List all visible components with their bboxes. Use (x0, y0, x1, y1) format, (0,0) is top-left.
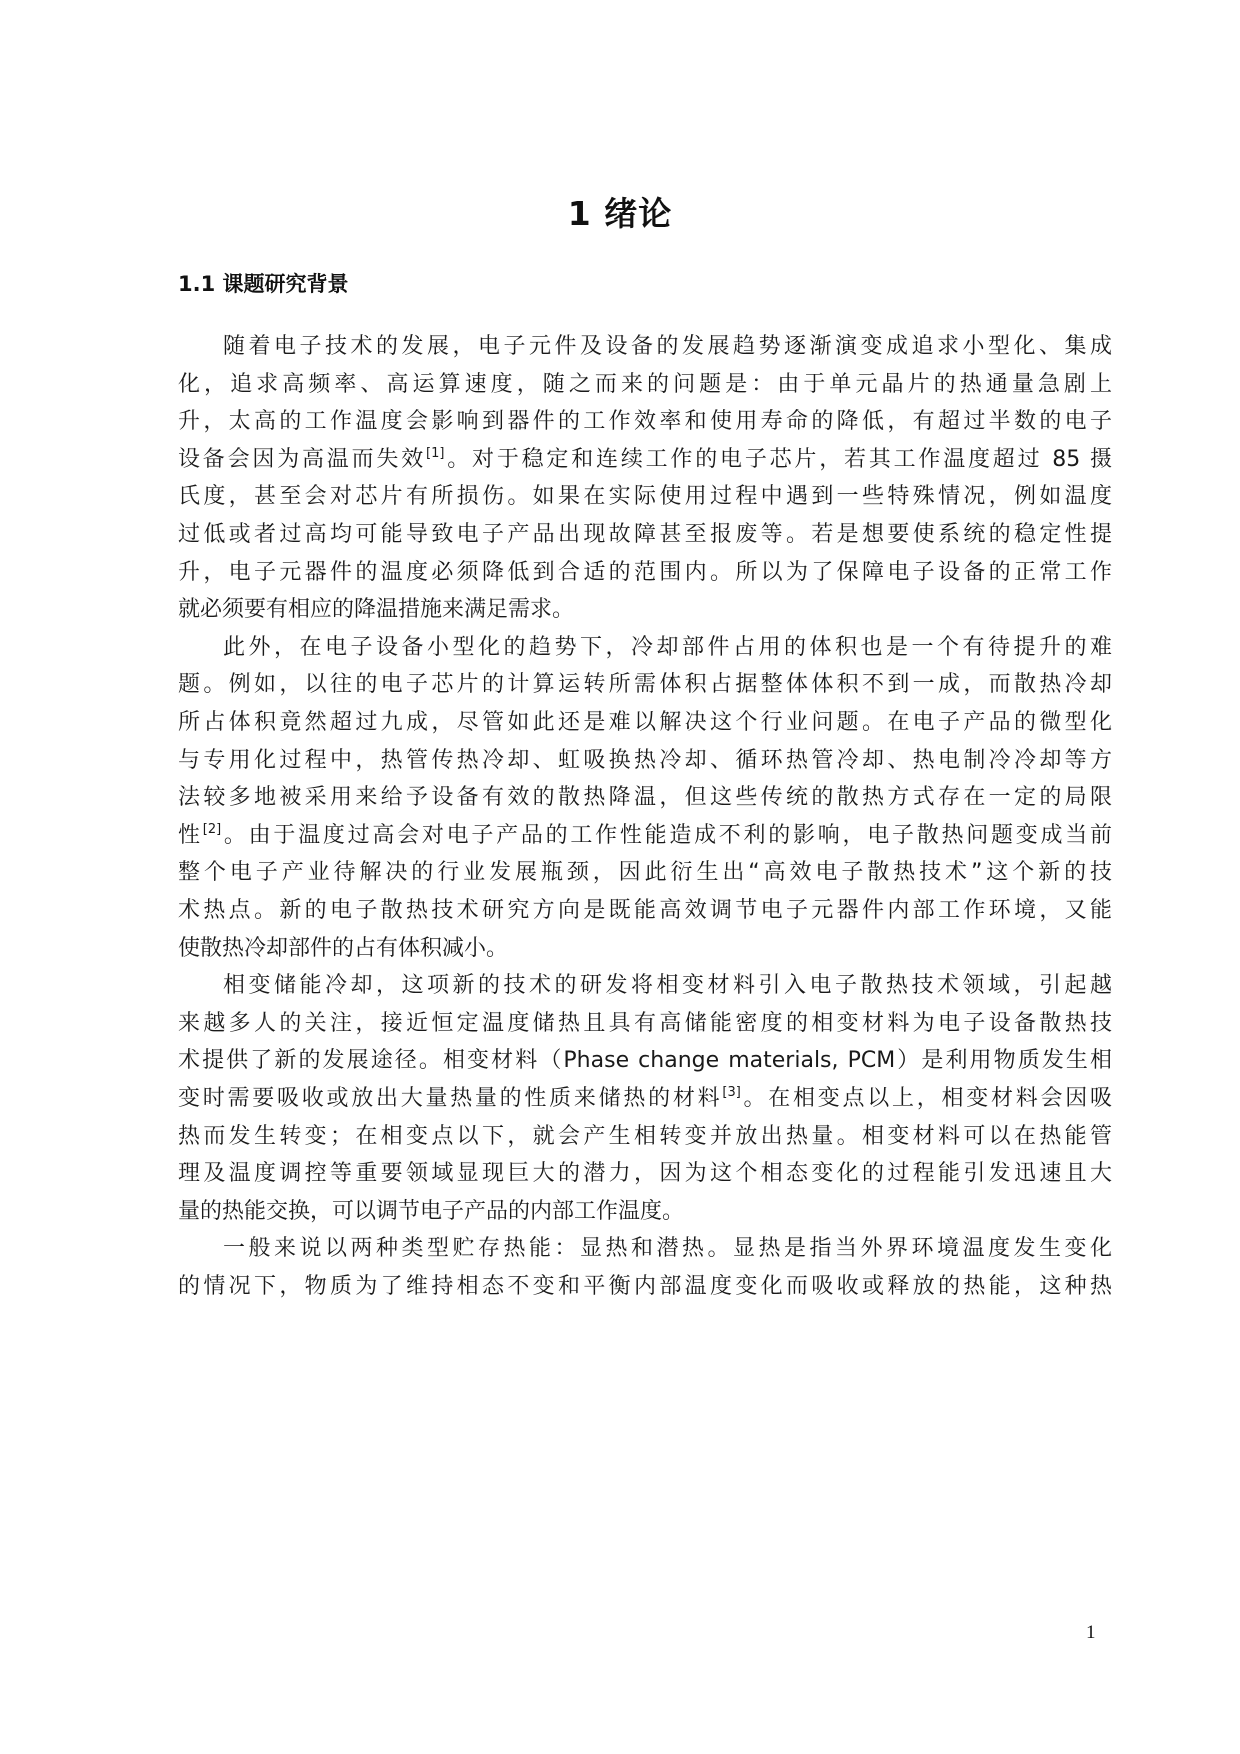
paragraph-3-line: 变时需要吸收或放出大量热量的性质来储热的材料[3]。在相变点以上，相变材料会因吸 (178, 1085, 1112, 1111)
paragraph-4-line: 的情况下，物质为了维持相态不变和平衡内部温度变化而吸收或释放的热能，这种热 (178, 1274, 1112, 1299)
paragraph-2-line: 性[2]。由于温度过高会对电子产品的工作性能造成不利的影响，电子散热问题变成当前 (178, 821, 1112, 848)
paragraph-2-line: 法较多地被采用来给予设备有效的散热降温，但这些传统的散热方式存在一定的局限 (178, 785, 1112, 811)
paragraph-1-line: 就必须要有相应的降温措施来满足需求。 (178, 597, 575, 623)
paragraph-2-line: 使散热冷却部件的占有体积减小。 (178, 935, 509, 961)
paragraph-2-line: 题。例如，以往的电子芯片的计算运转所需体积占据整体体积不到一成，而散热冷却 (178, 672, 1112, 698)
citation-marker: [3] (722, 1085, 741, 1100)
paragraph-2-line: 与专用化过程中，热管传热冷却、虹吸换热冷却、循环热管冷却、热电制冷冷却等方 (178, 747, 1112, 773)
paragraph-1-line: 升，太高的工作温度会影响到器件的工作效率和使用寿命的降低，有超过半数的电子 (178, 409, 1112, 435)
paragraph-3-line: 来越多人的关注，接近恒定温度储热且具有高储能密度的相变材料为电子设备散热技 (178, 1010, 1112, 1036)
paragraph-2-line: 所占体积竟然超过九成，尽管如此还是难以解决这个行业问题。在电子产品的微型化 (178, 710, 1112, 735)
paragraph-1-line: 氏度，甚至会对芯片有所损伤。如果在实际使用过程中遇到一些特殊情况，例如温度 (178, 484, 1112, 510)
page-number: 1 (1086, 1622, 1096, 1643)
paragraph-1-line: 升，电子元器件的温度必须降低到合适的范围内。所以为了保障电子设备的正常工作 (178, 559, 1112, 585)
paragraph-2-line: 整个电子产业待解决的行业发展瓶颈，因此衍生出“高效电子散热技术”这个新的技 (178, 860, 1112, 886)
paragraph-2-line: 术热点。新的电子散热技术研究方向是既能高效调节电子元器件内部工作环境，又能 (178, 898, 1112, 923)
paragraph-3-line: 术提供了新的发展途径。相变材料（Phase change materials, PCM）是利用物质发生相 (178, 1048, 1112, 1074)
paragraph-3-line: 热而发生转变；在相变点以下，就会产生相转变并放出热量。相变材料可以在热能管 (178, 1123, 1112, 1149)
paragraph-3-line: 理及温度调控等重要领域显现巨大的潜力，因为这个相态变化的过程能引发迅速且大 (178, 1161, 1112, 1187)
paragraph-1-line: 设备会因为高温而失效[1]。对于稳定和连续工作的电子芯片，若其工作温度超过 85 摄 (178, 445, 1112, 472)
paragraph-1-line: 过低或者过高均可能导致电子产品出现故障甚至报废等。若是想要使系统的稳定性提 (178, 522, 1112, 547)
paragraph-4-line: 一般来说以两种类型贮存热能：显热和潜热。显热是指当外界环境温度发生变化 (223, 1236, 1112, 1262)
paragraph-1-line: 随着电子技术的发展，电子元件及设备的发展趋势逐渐演变成追求小型化、集成 (223, 334, 1112, 359)
paragraph-3-line: 相变储能冷却，这项新的技术的研发将相变材料引入电子散热技术领域，引起越 (223, 973, 1112, 999)
citation-marker: [2] (202, 821, 222, 837)
paragraph-2-line: 此外，在电子设备小型化的趋势下，冷却部件占用的体积也是一个有待提升的难 (223, 634, 1112, 660)
citation-marker: [1] (426, 445, 445, 461)
paragraph-1-line: 化，追求高频率、高运算速度，随之而来的问题是：由于单元晶片的热通量急剧上 (178, 371, 1112, 397)
chapter-title: 1 绪论 (567, 194, 673, 233)
paragraph-3-line: 量的热能交换，可以调节电子产品的内部工作温度。 (178, 1198, 685, 1224)
section-heading: 1.1 课题研究背景 (178, 272, 349, 296)
